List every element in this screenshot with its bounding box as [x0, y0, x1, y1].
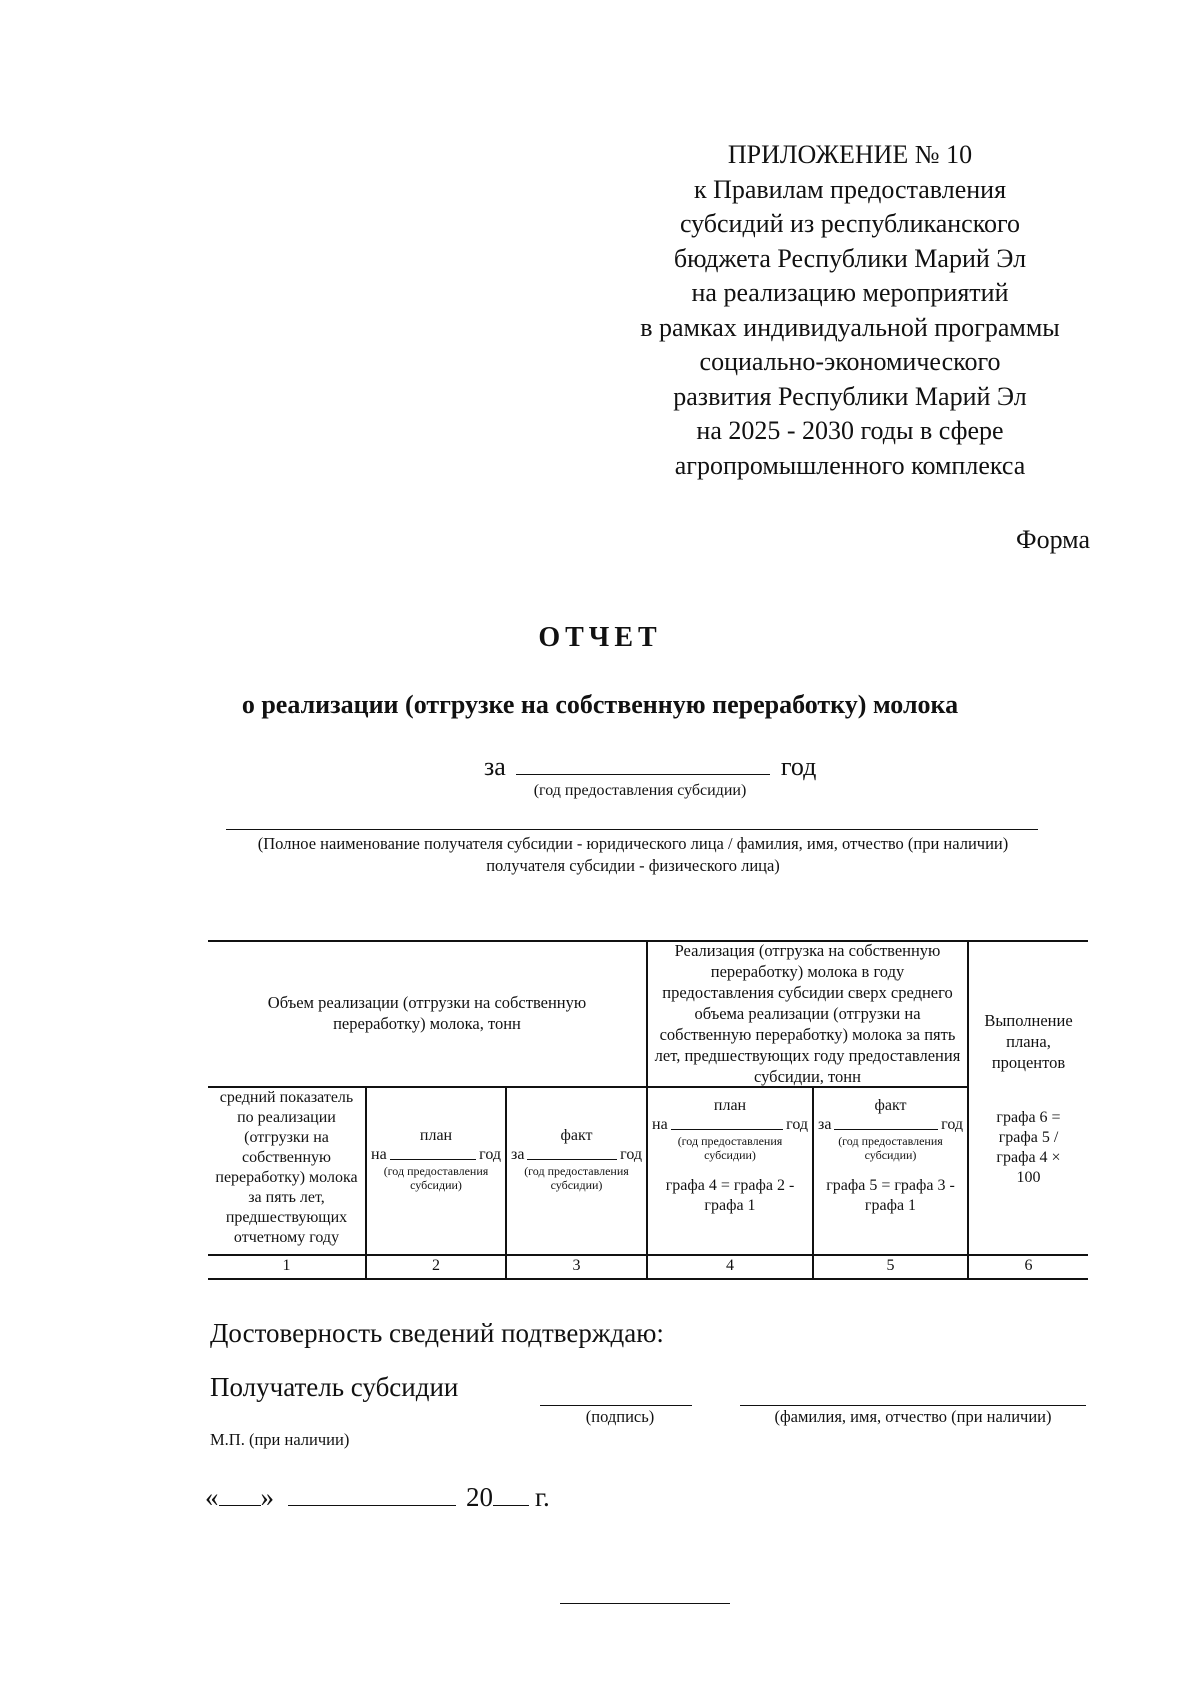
recipient-hint	[200, 833, 1066, 877]
col1-header: средний показатель по реализации (отгрузки на собственную переработку) молока за пять лет, предшествующих отчетному году	[215, 1089, 358, 1246]
col4-suffix: год	[786, 1116, 808, 1133]
signature-field[interactable]	[540, 1405, 692, 1406]
confirmation-statement: Достоверность сведений подтверждаю:	[210, 1318, 664, 1348]
col4-year	[648, 1116, 812, 1134]
report-subtitle: о реализации (отгрузке на собственную переработку) молока	[241, 690, 959, 719]
appendix-line: ПРИЛОЖЕНИЕ № 10	[727, 140, 973, 169]
report-title: ОТЧЕТ	[538, 622, 662, 653]
report-period	[484, 748, 816, 782]
column-number: 5	[886, 1257, 895, 1274]
recipient-hint-line: получателя субсидии - физического лица)	[486, 856, 780, 875]
full-name-field[interactable]	[740, 1405, 1086, 1406]
col5-header	[814, 1088, 967, 1254]
period-year-field[interactable]	[516, 748, 770, 775]
column-number: 1	[282, 1257, 291, 1274]
col5-hint: (год предоставления субсидии)	[838, 1134, 943, 1162]
date-century: 20	[466, 1482, 493, 1512]
col4-formula: графа 4 = графа 2 - графа 1	[665, 1177, 795, 1214]
col5-prefix: за	[818, 1116, 832, 1133]
col2-label: план	[419, 1127, 453, 1144]
period-hint: (год предоставления субсидии)	[533, 782, 747, 799]
date-day-field[interactable]	[219, 1485, 261, 1506]
appendix-line: субсидий из республиканского	[679, 209, 1021, 238]
date-year-suffix: г.	[535, 1482, 550, 1512]
col6-header: Выполнение плана, процентов	[984, 1011, 1073, 1072]
column-number: 4	[726, 1257, 734, 1274]
appendix-line: развития Республики Марий Эл	[673, 381, 1027, 411]
col3-suffix: год	[620, 1146, 642, 1163]
col4-label: план	[713, 1097, 747, 1114]
col2-year-field[interactable]	[390, 1159, 476, 1160]
stamp-note: М.П. (при наличии)	[210, 1430, 350, 1449]
recipient-name-field[interactable]	[226, 829, 1038, 830]
group1-header: Объем реализации (отгрузки на собственную переработку) молока, тонн	[267, 993, 587, 1033]
col2-header	[367, 1088, 505, 1254]
col3-prefix: за	[511, 1146, 525, 1163]
appendix-header	[600, 138, 1100, 483]
appendix-line: социально-экономического	[699, 347, 1001, 376]
appendix-line: агропромышленного комплекса	[674, 450, 1026, 480]
appendix-line: в рамках индивидуальной программы	[640, 312, 1060, 342]
period-prefix: за	[484, 752, 506, 781]
col3-header	[507, 1088, 646, 1254]
form-label: Форма	[1016, 525, 1090, 554]
period-suffix: год	[780, 752, 817, 781]
date-line	[205, 1482, 550, 1513]
col4-header	[648, 1088, 812, 1254]
col2-suffix: год	[479, 1146, 501, 1163]
date-month-field[interactable]	[288, 1485, 456, 1506]
recipient-hint-line: (Полное наименование получателя субсидии - юридического лица / фамилия, имя, отчество (при наличии)	[257, 834, 1009, 853]
col2-prefix: на	[371, 1146, 387, 1163]
col2-year	[367, 1146, 505, 1164]
column-number: 6	[1024, 1257, 1033, 1274]
col2-hint: (год предоставления субсидии)	[383, 1164, 489, 1192]
recipient-label: Получатель субсидии	[210, 1372, 459, 1402]
col3-year	[507, 1146, 646, 1164]
full-name-hint: (фамилия, имя, отчество (при наличии)	[774, 1407, 1052, 1426]
appendix-line: к Правилам предоставления	[693, 174, 1007, 204]
date-close-quote: »	[260, 1482, 274, 1512]
appendix-line: на 2025 - 2030 годы в сфере	[696, 416, 1004, 445]
col4-year-field[interactable]	[671, 1129, 783, 1130]
signature-hint: (подпись)	[585, 1407, 655, 1426]
col4-hint: (год предоставления субсидии)	[677, 1134, 783, 1162]
col5-year	[814, 1116, 967, 1134]
col3-year-field[interactable]	[527, 1159, 617, 1160]
col3-hint: (год предоставления субсидии)	[524, 1164, 629, 1192]
report-table	[208, 940, 1088, 1280]
date-year-field[interactable]	[493, 1485, 529, 1506]
col3-label: факт	[560, 1127, 593, 1144]
col5-year-field[interactable]	[834, 1129, 938, 1130]
group2-header: Реализация (отгрузка на собственную переработку) молока в году предоставления субсидии сверх среднего объема реализации (отгрузки на собственную переработку) молока за пять лет, предшествующих году предоставления субсидии, тонн	[654, 940, 961, 1086]
col5-label: факт	[874, 1097, 907, 1114]
column-number: 2	[432, 1257, 440, 1274]
col4-prefix: на	[652, 1116, 668, 1133]
column-number: 3	[572, 1257, 581, 1274]
col6-formula: графа 6 = графа 5 / графа 4 × 100	[996, 1109, 1061, 1186]
closing-line	[560, 1603, 730, 1604]
appendix-line: бюджета Республики Марий Эл	[673, 243, 1027, 273]
appendix-line: на реализацию мероприятий	[691, 278, 1009, 307]
col5-suffix: год	[941, 1116, 963, 1133]
col5-formula: графа 5 = графа 3 - графа 1	[826, 1177, 955, 1214]
date-open-quote: «	[205, 1482, 219, 1512]
